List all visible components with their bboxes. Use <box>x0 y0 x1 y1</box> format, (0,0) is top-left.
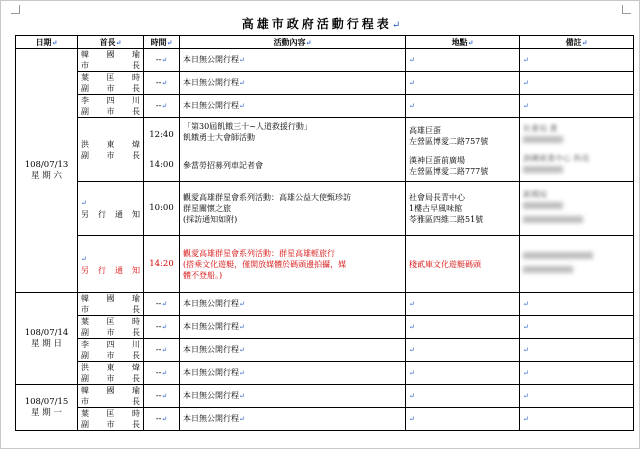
redacted-text <box>523 216 583 223</box>
date-cell: 108/07/15 星 期 一 <box>16 385 78 431</box>
page-corner-mark <box>622 5 631 14</box>
table-row <box>16 339 634 362</box>
time-cell: 10:00 <box>144 182 180 236</box>
header-note: 備註↵ <box>520 36 634 49</box>
note-cell: ↵ <box>520 293 634 316</box>
redacted-text <box>523 266 573 273</box>
time-cell: 12:40 14:00 <box>144 118 180 182</box>
content-cell: 本日無公開行程↵ <box>180 339 406 362</box>
date-cell: 108/07/13 星 期 六 <box>16 49 78 293</box>
note-cell: ↵ <box>520 49 634 72</box>
date-cell: 108/07/14 星 期 日 <box>16 293 78 385</box>
time-cell: 14:20 <box>144 236 180 293</box>
place-cell: ↵ <box>406 408 520 431</box>
place-cell: ↵ <box>406 339 520 362</box>
table-row <box>16 95 634 118</box>
redacted-text <box>523 136 563 143</box>
place-cell: 高雄巨蛋 左營區博愛二路757號 漢神巨蛋前廣場 左營區博愛二路777號 <box>406 118 520 182</box>
place-cell: ↵ <box>406 72 520 95</box>
head-cell: ↵ 另行通知 <box>78 182 144 236</box>
place-cell: ↵ <box>406 95 520 118</box>
table-row <box>16 236 634 293</box>
header-date: 日期↵ <box>16 36 78 49</box>
head-cell: 韓 國 瑜 市 長 <box>78 49 144 72</box>
place-cell: ↵ <box>406 362 520 385</box>
head-cell: 葉 匡 時 副 市 長 <box>78 72 144 95</box>
content-cell: 本日無公開行程↵ <box>180 362 406 385</box>
head-cell: 洪 東 煒 副 市 長 <box>78 362 144 385</box>
note-cell: ↵ <box>520 408 634 431</box>
time-cell: --↵ <box>144 49 180 72</box>
place-cell: ↵ <box>406 385 520 408</box>
page-title <box>1 15 640 32</box>
time-cell: --↵ <box>144 95 180 118</box>
note-cell: ↵ <box>520 385 634 408</box>
time-cell: --↵ <box>144 293 180 316</box>
page-corner-mark <box>11 5 20 14</box>
header-head: 首長↵ <box>78 36 144 49</box>
header-row <box>16 36 634 49</box>
table-row <box>16 72 634 95</box>
table-row <box>16 408 634 431</box>
note-cell: ↵ <box>520 95 634 118</box>
place-cell: ↵ <box>406 316 520 339</box>
redacted-text <box>523 202 563 209</box>
table-row <box>16 182 634 236</box>
head-cell: ↵ 另行通知 <box>78 236 144 293</box>
table-row <box>16 293 634 316</box>
head-cell: 葉 匡 時 副 市 長 <box>78 408 144 431</box>
place-cell: 棧貳庫文化遊艇碼頭 <box>406 236 520 293</box>
content-cell: 本日無公開行程↵ <box>180 293 406 316</box>
content-cell: 本日無公開行程↵ <box>180 72 406 95</box>
redacted-text <box>523 252 593 259</box>
content-cell: 觀愛高雄群星會系列活動：高雄公益大使甄珍訪 群星關懷之旅 (採訪通知如附) <box>180 182 406 236</box>
table-row <box>16 385 634 408</box>
content-cell: 本日無公開行程↵ <box>180 408 406 431</box>
redacted-text <box>523 166 563 173</box>
head-cell: 韓 國 瑜 市 長 <box>78 293 144 316</box>
content-cell: 本日無公開行程↵ <box>180 385 406 408</box>
head-cell: 葉 匡 時 副 市 長 <box>78 316 144 339</box>
content-cell: 本日無公開行程↵ <box>180 95 406 118</box>
content-cell: 本日無公開行程↵ <box>180 316 406 339</box>
head-cell: 李 四 川 副 市 長 <box>78 339 144 362</box>
table-row <box>16 118 634 182</box>
note-cell: ↵ <box>520 339 634 362</box>
table-row <box>16 49 634 72</box>
head-cell: 洪 東 煒 副 市 長 <box>78 118 144 182</box>
time-cell: --↵ <box>144 385 180 408</box>
time-cell: --↵ <box>144 339 180 362</box>
place-cell: ↵ <box>406 49 520 72</box>
table-row <box>16 316 634 339</box>
place-cell: 社會局長青中心 1樓古早風味館 苓雅區四維二路51號 <box>406 182 520 236</box>
header-place: 地點↵ <box>406 36 520 49</box>
content-cell: 本日無公開行程↵ <box>180 49 406 72</box>
title-text: 高雄市政府活動行程表 <box>241 17 392 31</box>
place-cell: ↵ <box>406 293 520 316</box>
schedule-table <box>15 35 634 431</box>
content-cell: 「第30屆飢餓三十~人道救援行動」 飢餓勇士大會師活動 參當勞招募列車記者會 <box>180 118 406 182</box>
header-content: 活動內容↵ <box>180 36 406 49</box>
note-cell <box>520 236 634 293</box>
note-cell: 社會局 黃 訓練就業中心 科長 <box>520 118 634 182</box>
header-time: 時間↵ <box>144 36 180 49</box>
note-cell: ↵ <box>520 362 634 385</box>
note-cell: ↵ <box>520 316 634 339</box>
content-cell: 觀愛高雄群星會系列活動：群星高雄輕旅行 (搭乘文化遊艇，僅開放媒體於碼頭邊拍攝，媒 體不登船。) <box>180 236 406 293</box>
head-cell: 李 四 川 副 市 長 <box>78 95 144 118</box>
head-cell: 韓 國 瑜 市 長 <box>78 385 144 408</box>
note-cell: 新聞局 <box>520 182 634 236</box>
table-row <box>16 362 634 385</box>
time-cell: --↵ <box>144 408 180 431</box>
time-cell: --↵ <box>144 362 180 385</box>
paragraph-mark: ↵ <box>391 20 401 31</box>
note-cell: ↵ <box>520 72 634 95</box>
time-cell: --↵ <box>144 72 180 95</box>
time-cell: --↵ <box>144 316 180 339</box>
